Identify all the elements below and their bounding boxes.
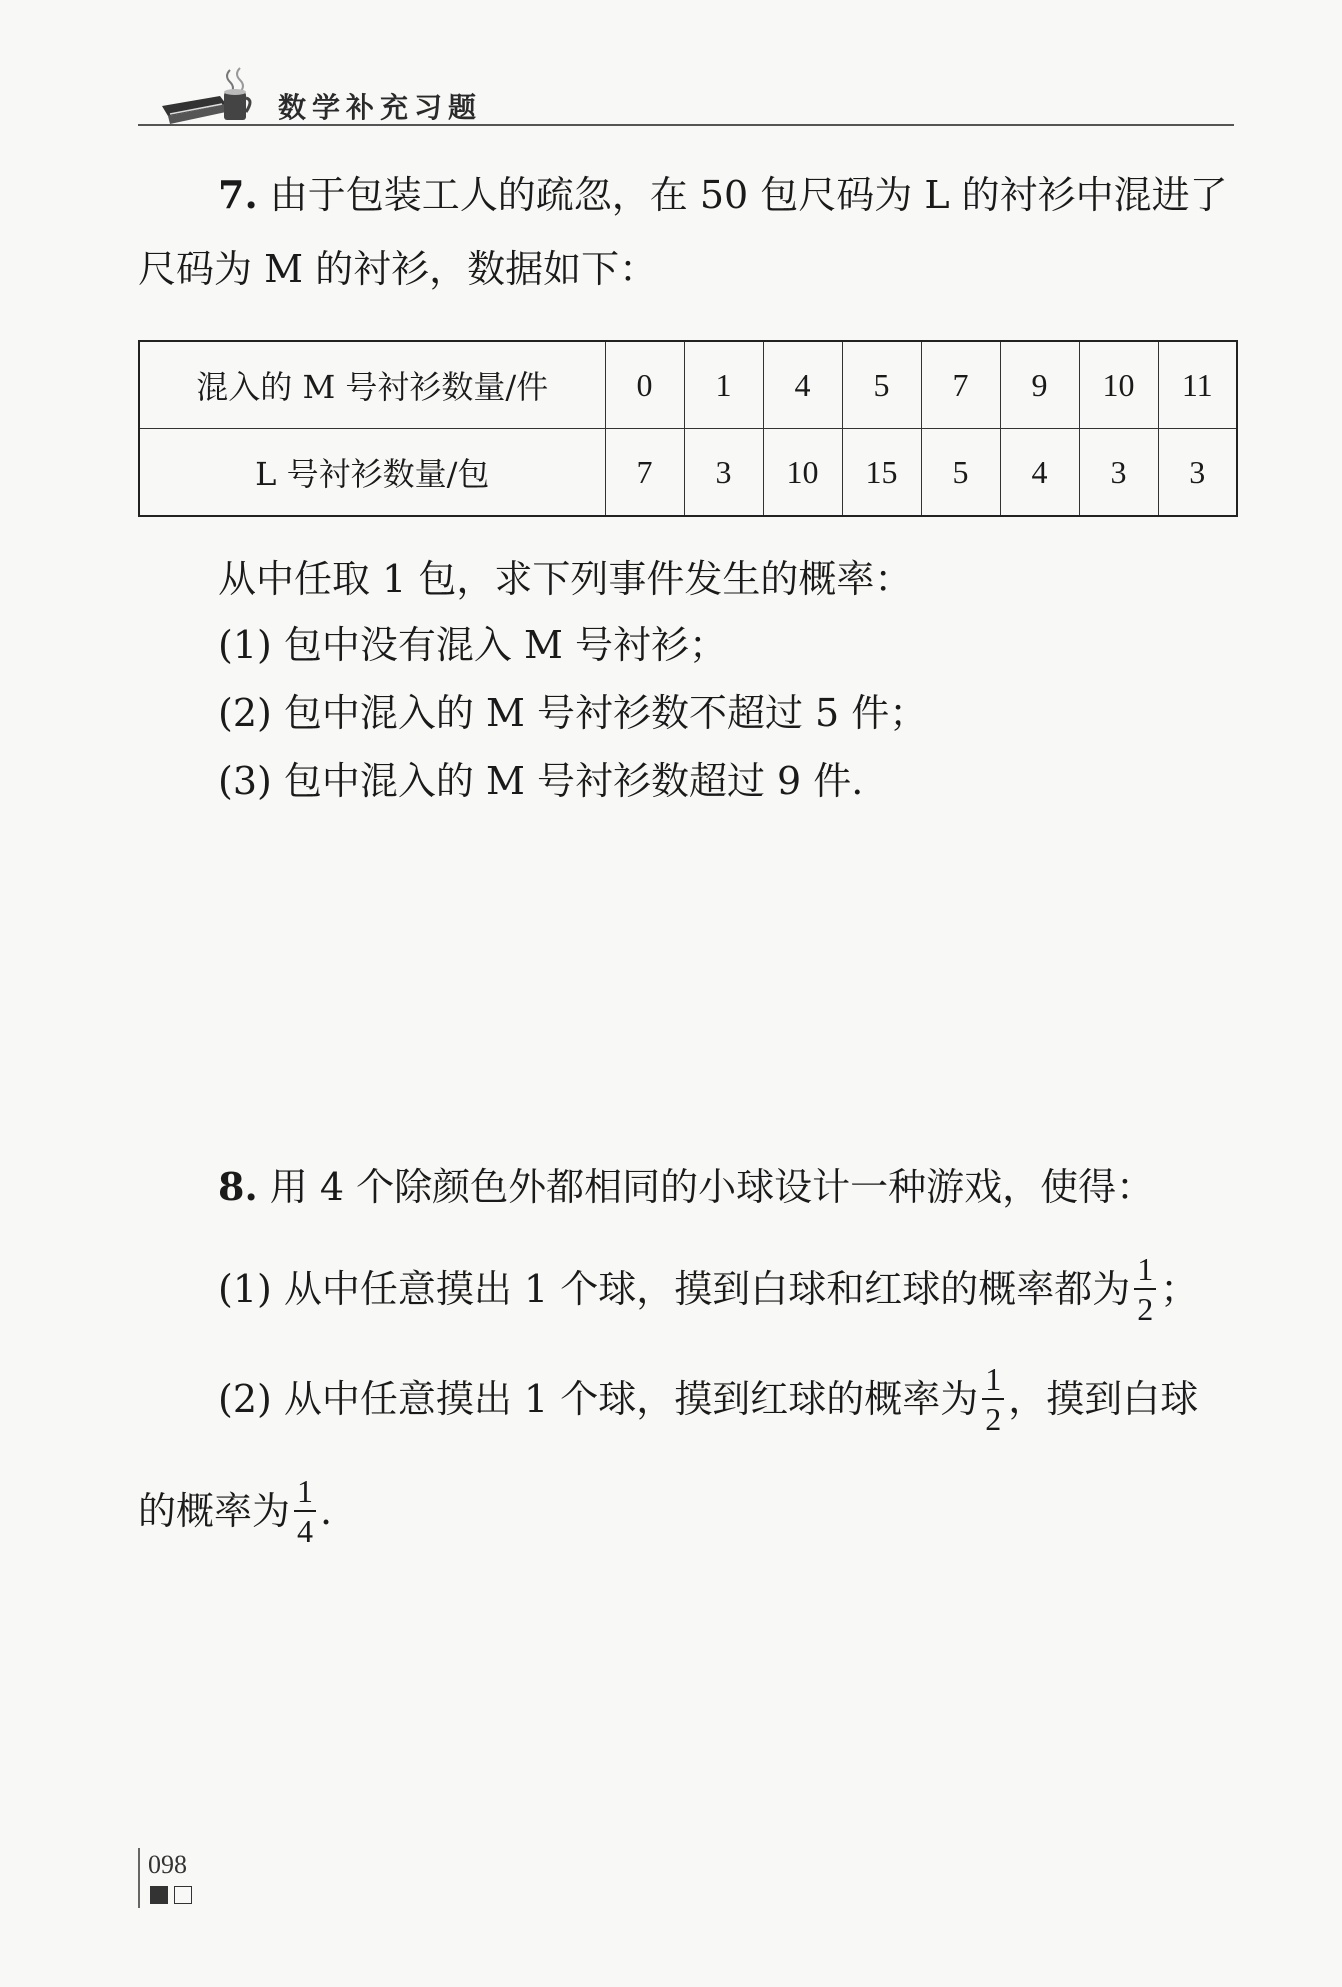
footer-divider <box>138 1848 140 1908</box>
table-row <box>139 341 1237 429</box>
fraction-numerator: 1 <box>1134 1253 1156 1290</box>
table-cell: 5 <box>921 429 1000 517</box>
table-cell: 11 <box>1158 341 1237 429</box>
fraction-denominator: 2 <box>985 1400 1002 1437</box>
problem7-line1-text: 由于包装工人的疏忽，在 50 包尺码为 L 的衬衫中混进了 <box>269 173 1228 217</box>
problem7-line2: 尺码为 M 的衬衫，数据如下： <box>138 247 658 291</box>
table-cell: 10 <box>763 429 842 517</box>
books-and-mug-icon <box>160 66 260 126</box>
fraction <box>982 1360 1004 1437</box>
table-cell: 5 <box>842 341 921 429</box>
problem8-question-1 <box>218 1250 1199 1327</box>
problem7-question-1: (1) 包中没有混入 M 号衬衫； <box>218 623 727 667</box>
problem8-number: 8. <box>218 1164 258 1209</box>
table-cell: 0 <box>605 341 684 429</box>
problem7-number: 7. <box>218 172 258 217</box>
filled-square-icon <box>150 1886 168 1904</box>
problem8-question-2-line2 <box>138 1472 333 1549</box>
problem8-q1-text: (1) 从中任意摸出 1 个球，摸到白球和红球的概率都为 <box>218 1267 1131 1311</box>
problem7-line1 <box>218 172 1228 217</box>
fraction-numerator: 1 <box>294 1475 316 1512</box>
problem8-q2-mid: ，摸到白球 <box>1008 1377 1199 1421</box>
problem7-question-2: (2) 包中混入的 M 号衬衫数不超过 5 件； <box>218 691 928 735</box>
table-cell: 3 <box>1079 429 1158 517</box>
table-row-header: L 号衬衫数量/包 <box>139 429 605 517</box>
table-cell: 3 <box>1158 429 1237 517</box>
problem8-line1 <box>218 1164 1155 1209</box>
problem7-question-3: (3) 包中混入的 M 号衬衫数超过 9 件. <box>218 759 864 803</box>
problem8-q2-text: (2) 从中任意摸出 1 个球，摸到红球的概率为 <box>218 1377 979 1421</box>
problem8-q2-line2-text: 的概率为 <box>138 1489 291 1533</box>
table-cell: 7 <box>921 341 1000 429</box>
table-cell: 4 <box>763 341 842 429</box>
table-cell: 4 <box>1000 429 1079 517</box>
table-cell: 10 <box>1079 341 1158 429</box>
table-cell: 15 <box>842 429 921 517</box>
problem8-line1-text: 用 4 个除颜色外都相同的小球设计一种游戏，使得： <box>269 1165 1155 1209</box>
fraction-numerator: 1 <box>982 1363 1004 1400</box>
page-header <box>138 40 1234 126</box>
data-table <box>138 340 1238 517</box>
problem7-prompt: 从中任取 1 包，求下列事件发生的概率： <box>218 557 913 601</box>
table-row-header: 混入的 M 号衬衫数量/件 <box>139 341 605 429</box>
fraction-denominator: 2 <box>1137 1290 1154 1327</box>
problem8-q2-end: . <box>320 1489 333 1533</box>
table-cell: 3 <box>684 429 763 517</box>
header-divider <box>138 124 1234 126</box>
problem8-question-2 <box>218 1360 1199 1437</box>
table-row <box>139 429 1237 517</box>
problem8-q1-end: ； <box>1160 1267 1199 1311</box>
empty-square-icon <box>174 1886 192 1904</box>
fraction-denominator: 4 <box>297 1512 314 1549</box>
book-title: 数学补充习题 <box>278 91 483 124</box>
page-number: 098 <box>148 1850 187 1879</box>
table-cell: 9 <box>1000 341 1079 429</box>
table-cell: 7 <box>605 429 684 517</box>
fraction <box>1134 1250 1156 1327</box>
fraction <box>294 1472 316 1549</box>
table-cell: 1 <box>684 341 763 429</box>
